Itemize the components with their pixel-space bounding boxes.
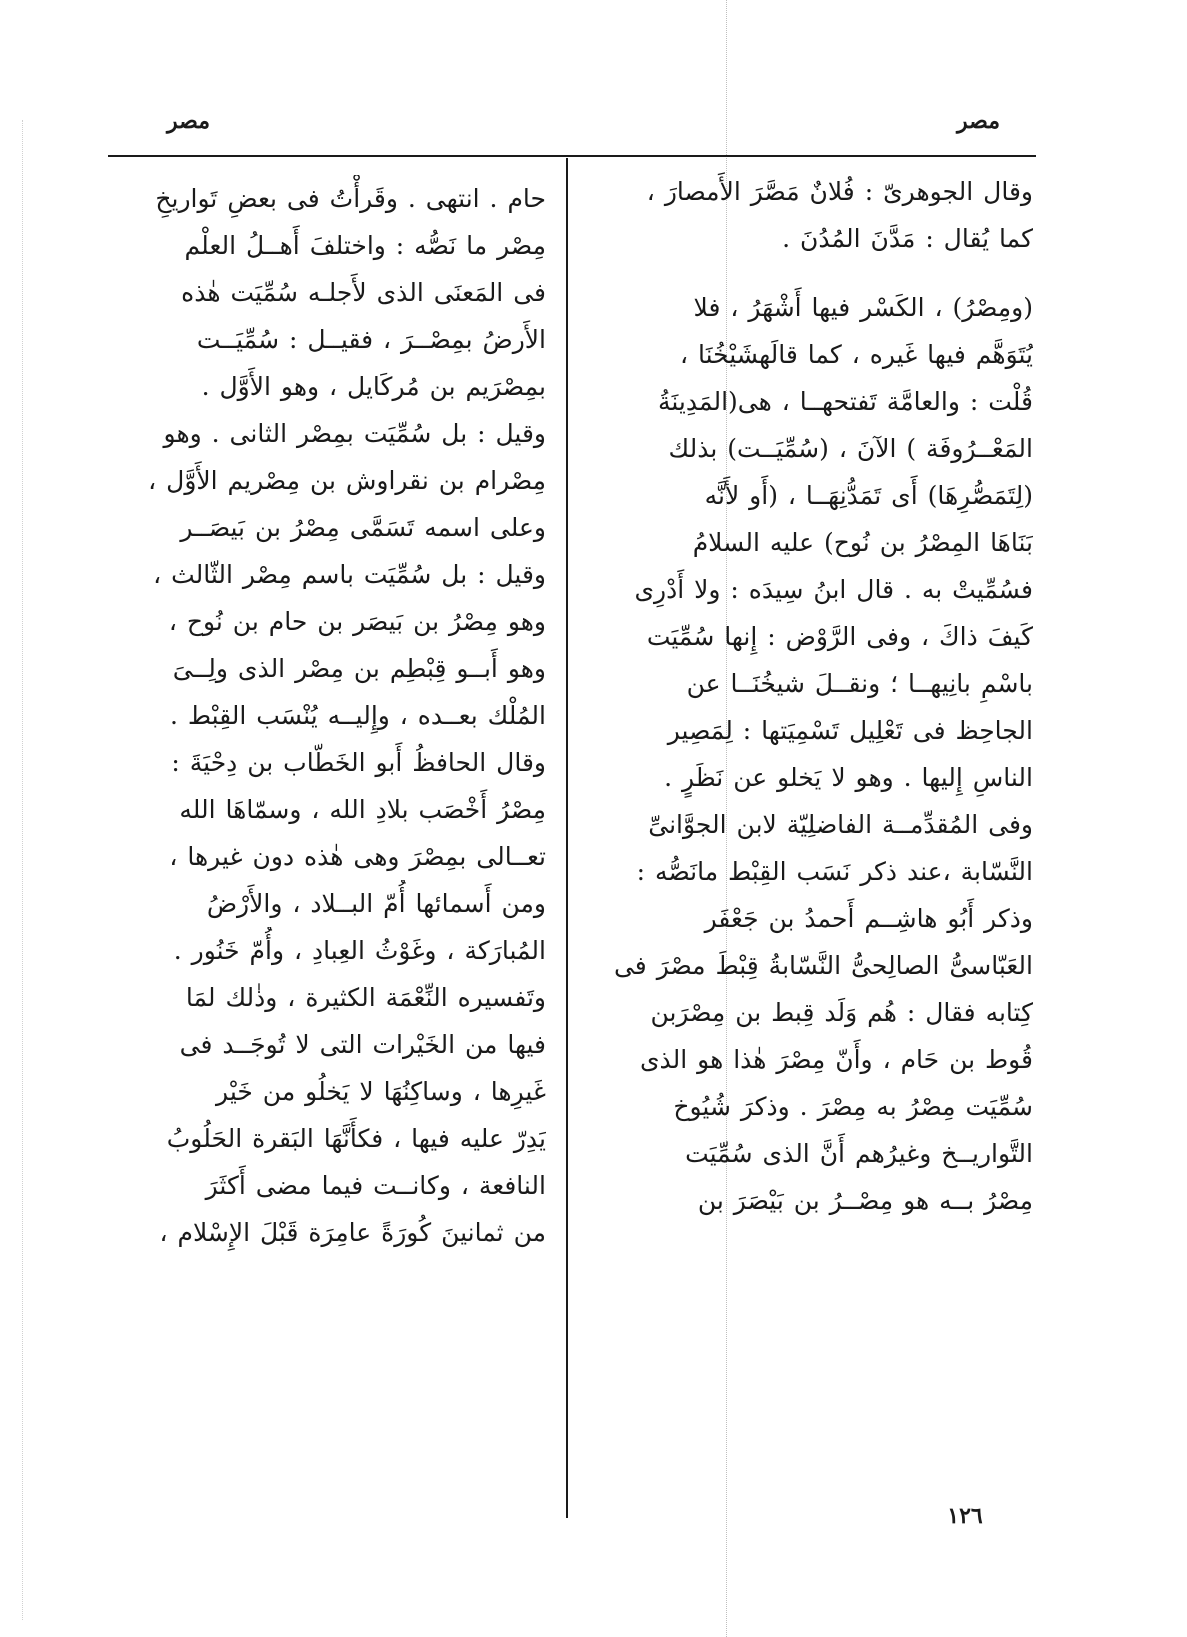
text-line: وهو أَبــو قِبْطِم بن مِصْر الذى ولِــىَ: [172, 654, 546, 683]
text-line: النَّسّابة ،عند ذكر نَسَب القِبْط مانَصُّه :: [636, 857, 1033, 886]
paragraph-gap: [585, 262, 1033, 284]
scan-edge-line: [22, 120, 23, 1620]
text-line: وعلى اسمه تَسَمَّى مِصْرُ بن بَيصَــر: [180, 513, 546, 542]
text-line: كِتابه فقال : هُم وَلَد قِبط بن مِصْرَبن: [650, 998, 1033, 1027]
text-line: يُتَوَهَّم فيها غَيره ، كما قالَهشَيْخُنَا ،: [679, 340, 1033, 369]
left-running-head: مصر: [166, 108, 210, 134]
text-line: حام . انتهى . وقَرأْتُ فى بعضِ تَواريخِ: [155, 184, 546, 213]
text-line: وذكر أَبُو هاشِــم أَحمدُ بن جَعْفَر: [704, 904, 1033, 933]
text-line: سُمِّيَت مِصْرُ به مِصْرَ . وذكرَ شُيُوخ: [673, 1092, 1033, 1121]
text-line: وقيل : بل سُمِّيَت باسم مِصْر الثّالث ،: [153, 560, 546, 589]
text-line: وقال الحافظُ أَبو الخَطّاب بن دِحْيَةَ :: [171, 748, 546, 777]
column-divider: [566, 158, 568, 1518]
text-line: المُبارَكة ، وغَوْثُ العِبادِ ، وأُمّ خَنُور .: [173, 936, 546, 965]
text-line: وفى المُقدِّمــة الفاضلِيّة لابن الجوَّانىِّ: [648, 810, 1033, 839]
text-line: قُلْت : والعامَّة تَفتحهــا ، هى(المَدِينَةُ: [657, 387, 1033, 416]
text-line: من ثمانينَ كُورَةً عامِرَة قَبْلَ الإِسْلام ،: [159, 1218, 546, 1247]
text-line: كَيفَ ذاكَ ، وفى الرَّوْض : إِنها سُمِّيَت: [646, 622, 1033, 651]
text-line: مِصْرُ أَخْصَب بلادِ الله ، وسمّاهَا الله: [179, 795, 546, 824]
text-line: الأَرضُ بمِصْــرَ ، فقيــل : سُمِّيَــت: [196, 325, 546, 354]
text-line: (لِتَمَصُّرِهَا) أَى تَمَدُّنِهَــا ، (أَو لأَنَّه: [704, 481, 1033, 510]
text-line: الجاحِظ فى تَعْلِيل تَسْمِيَتها : لِمَصِير: [667, 716, 1033, 745]
text-line: فسُمِّيتْ به . قال ابنُ سِيدَه : ولا أَدْرِى: [634, 575, 1033, 604]
text-line: بَنَاهَا المِصْرُ بن نُوح) عليه السلامُ: [692, 528, 1033, 557]
text-line: مِصْرام بن نقراوش بن مِصْريم الأَوَّل ،: [148, 466, 546, 495]
text-line: وهو مِصْرُ بن بَيصَر بن حام بن نُوح ،: [168, 607, 546, 636]
text-line: المَعْــرُوفَة ) الآنَ ، (سُمِّيَــت) بذلك: [668, 434, 1033, 463]
text-line: الناسِ إِليها . وهو لا يَخلو عن نَظَرٍ .: [664, 763, 1033, 792]
text-line: مِصْرُ بــه هو مِصْــرُ بن بَيْصَرَ بن: [697, 1186, 1033, 1215]
text-line: النافعة ، وكانــت فيما مضى أَكثَرَ: [205, 1171, 546, 1200]
text-line: فى المَعنَى الذى لأَجلـه سُمِّيَت هٰذه: [181, 278, 546, 307]
text-line: ومن أَسمائها أُمّ البــلاد ، والأَرْضُ: [206, 889, 546, 918]
text-line: قُوط بن حَام ، وأَنّ مِصْرَ هٰذا هو الذى: [639, 1045, 1033, 1074]
text-line: وتَفسيره النِّعْمَة الكثيرة ، وذٰلك لمَا: [185, 983, 546, 1012]
text-line: يَدِرّ عليه فيها ، فكأَنَّهَا البَقرة الحَلُوبُ: [166, 1124, 546, 1153]
text-line: المُلْك بعــده ، وإِليــه يُنْسَب القِبْط .: [169, 701, 546, 730]
text-line: كما يُقال : مَدَّنَ المُدُنَ .: [782, 224, 1033, 253]
left-column: [118, 175, 546, 1256]
text-line: العَبّاسىُّ الصالِحىُّ النَّسّابةُ قِبْطَ مصْرَ فى: [613, 951, 1033, 980]
right-running-head: مصر: [956, 108, 1000, 134]
page-number: ١٢٦: [947, 1503, 983, 1529]
text-line: وقال الجوهرىّ : فُلانٌ مَصَّرَ الأَمصارَ ،: [646, 177, 1033, 206]
right-column: [585, 168, 1033, 1224]
text-line: باسْمِ بانِيهــا ؛ ونقــلَ شيخُنَــا عن: [686, 669, 1033, 698]
text-line: غَيرِها ، وساكِنُهَا لا يَخلُو من خَيْر: [216, 1077, 546, 1106]
text-line: فيها من الخَيْرات التى لا تُوجَــد فى: [179, 1030, 546, 1059]
text-line: (ومِصْرُ) ، الكَسْر فيها أَشْهَرُ ، فلا: [693, 293, 1033, 322]
header-rule: [108, 155, 1036, 157]
text-line: وقيل : بل سُمِّيَت بمِصْر الثانى . وهو: [163, 419, 546, 448]
text-line: تعــالى بمِصْرَ وهى هٰذه دون غيرها ،: [169, 842, 546, 871]
text-line: بمِصْرَيم بن مُركَايل ، وهو الأَوَّل .: [201, 372, 546, 401]
text-line: مِصْر ما نَصُّه : واختلفَ أَهــلُ العلْم: [184, 231, 546, 260]
text-line: التَّواريــخ وغيرُهم أَنَّ الذى سُمِّيَت: [685, 1139, 1033, 1168]
